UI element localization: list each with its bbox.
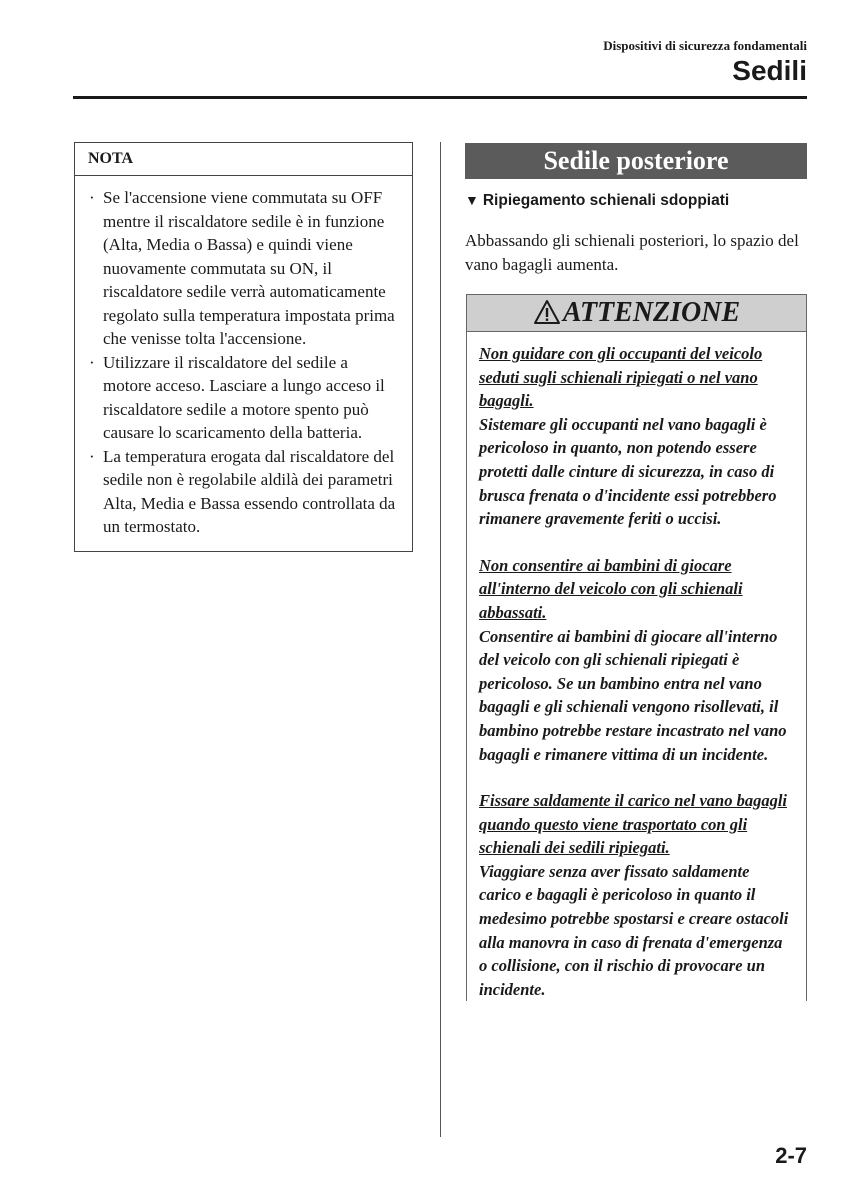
warning-header: [467, 295, 806, 332]
warning-text: Viaggiare senza aver fissato saldamente carico e bagagli è pericoloso in quanto il medesimo potrebbe spostarsi e creare ostacoli alla manovra in caso di frenata d'emergenza o collisione, con il rischio di provocare un incidente.: [479, 861, 789, 999]
warning-box: [466, 294, 807, 1001]
note-item: · La temperatura erogata dal riscaldatore del sedile non è regolabile aldilà dei parametri Alta, Media e Bassa essendo controllata da un termostato.: [89, 445, 398, 539]
subsection-label: Ripiegamento schienali sdoppiati: [482, 192, 730, 209]
warning-body: [467, 332, 806, 1001]
warning-block: [479, 789, 794, 1001]
warning-heading: Fissare saldamente il carico nel vano bagagli quando questo viene trasportato con gli schienali dei sedili ripiegati.: [479, 791, 787, 858]
warning-block: [479, 342, 794, 531]
intro-text: Abbassando gli schienali posteriori, lo spazio del vano bagagli aumenta.: [465, 231, 799, 274]
page-number: 2-7: [775, 1143, 807, 1168]
column-divider: [440, 142, 441, 1137]
note-title: NOTA: [75, 143, 412, 176]
warning-title: ATTENZIONE: [562, 297, 741, 328]
note-item: · Se l'accensione viene commutata su OFF mentre il riscaldatore sedile è in funzione (Alta, Media o Bassa) e quindi viene nuovamente commutata su ON, il riscaldatore sedile verrà automaticamente regolato sulla temperatura impostata prima che venisse tolta l'accensione.: [89, 186, 398, 351]
triangle-down-icon: ▼: [465, 192, 479, 208]
section-title: Sedile posteriore: [465, 143, 807, 179]
warning-triangle-icon: [533, 299, 561, 325]
note-box: [74, 142, 413, 552]
header-rule: [73, 96, 807, 99]
subsection-heading: [465, 192, 807, 210]
warning-block: [479, 554, 794, 766]
warning-heading: Non guidare con gli occupanti del veicolo seduti sugli schienali ripiegati o nel vano bagagli.: [479, 344, 763, 411]
warning-text: Sistemare gli occupanti nel vano bagagli è pericoloso in quanto, non potendo essere protetti dalle cinture di sicurezza, in caso di brusca frenata o d'incidente essi potrebbero rimanere gravemente feriti o uccisi.: [479, 414, 777, 529]
page-title: Sedili: [732, 55, 807, 86]
warning-text: Consentire ai bambini di giocare all'interno del veicolo con gli schienali ripiegati è pericoloso. Se un bambino entra nel vano bagagli e gli schienali vengono risollevati, il bambino potrebbe restare incastrato nel vano bagagli e rimanere vittima di un incidente.: [479, 626, 787, 764]
note-list: [75, 176, 412, 551]
warning-heading: Non consentire ai bambini di giocare all'interno del veicolo con gli schienali abbassati.: [479, 555, 743, 622]
note-item: · Utilizzare il riscaldatore del sedile a motore acceso. Lasciare a lungo acceso il riscaldatore sedile a motore spento può causare lo scaricamento della batteria.: [89, 351, 398, 445]
header-section-label: Dispositivi di sicurezza fondamentali: [603, 38, 807, 53]
